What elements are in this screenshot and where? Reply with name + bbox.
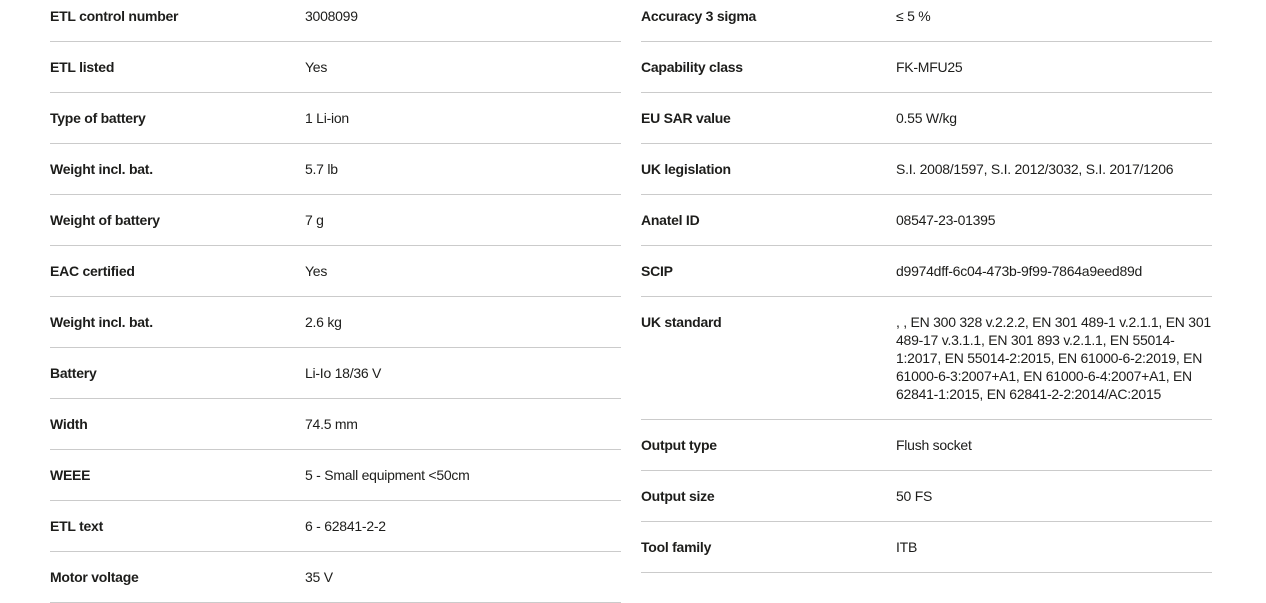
spec-label: Battery [50,365,97,381]
spec-value: 08547-23-01395 [896,212,996,228]
spec-row-scip [641,246,1212,297]
spec-row-capability-class [641,42,1212,93]
spec-row-anatel-id [641,195,1212,246]
spec-value: ≤ 5 % [896,8,931,24]
spec-label: SCIP [641,263,673,279]
spec-label: EU SAR value [641,110,731,126]
spec-value: 35 V [305,569,333,585]
spec-value: 6 - 62841-2-2 [305,518,386,534]
spec-row-motor-voltage [50,552,621,603]
spec-value: Li-Io 18/36 V [305,365,382,381]
spec-row-type-of-battery [50,93,621,144]
spec-value: S.I. 2008/1597, S.I. 2012/3032, S.I. 2017/1206 [896,161,1174,177]
spec-label: ETL listed [50,59,115,75]
spec-value: FK-MFU25 [896,59,963,75]
spec-sheet [50,0,1266,603]
spec-row-output-size [641,471,1212,522]
spec-value: Yes [305,59,328,75]
spec-label: Accuracy 3 sigma [641,8,757,24]
spec-row-weight-of-battery [50,195,621,246]
spec-value: 7 g [305,212,324,228]
spec-label: Weight of battery [50,212,160,228]
spec-value: 5.7 lb [305,161,338,177]
spec-table-left [50,0,621,603]
spec-value: 2.6 kg [305,314,342,330]
spec-label: Weight incl. bat. [50,161,153,177]
spec-label: Anatel ID [641,212,700,228]
spec-label: Output size [641,488,715,504]
spec-row-eac-certified [50,246,621,297]
spec-label: ETL control number [50,8,179,24]
spec-label: Output type [641,437,717,453]
spec-value: Flush socket [896,437,972,453]
spec-row-etl-control-number [50,0,621,42]
spec-row-weight-incl-bat-lb [50,144,621,195]
spec-value: d9974dff-6c04-473b-9f99-7864a9eed89d [896,263,1143,279]
spec-value: Yes [305,263,328,279]
spec-value: 5 - Small equipment <50cm [305,467,470,483]
spec-row-weee [50,450,621,501]
spec-value: 74.5 mm [305,416,358,432]
spec-value: , , EN 300 328 v.2.2.2, EN 301 489-1 v.2.1.1, EN 301 489-17 v.3.1.1, EN 301 893 v.2.1.1, EN 55014-1:2017, EN 55014-2:2015, EN 61000-6-2:2019, EN 61000-6-3:2007+A1, EN 61000-6-4:2007+A1, EN 62841-1:2015, EN 62841-2-2:2014/AC:2015 [896,314,1211,402]
spec-value: 0.55 W/kg [896,110,957,126]
spec-row-uk-standard [641,297,1212,420]
spec-value: 50 FS [896,488,933,504]
spec-label: Width [50,416,88,432]
spec-label: UK legislation [641,161,731,177]
spec-row-width [50,399,621,450]
spec-row-accuracy-3-sigma [641,0,1212,42]
spec-row-uk-legislation [641,144,1212,195]
spec-label: Weight incl. bat. [50,314,153,330]
spec-label: Capability class [641,59,743,75]
spec-value: 3008099 [305,8,358,24]
spec-label: Motor voltage [50,569,139,585]
spec-row-output-type [641,420,1212,471]
spec-table-right [641,0,1212,603]
spec-label: EAC certified [50,263,135,279]
spec-label: Tool family [641,539,712,555]
spec-value: ITB [896,539,918,555]
spec-value: 1 Li-ion [305,110,349,126]
spec-label: WEEE [50,467,91,483]
spec-label: Type of battery [50,110,146,126]
spec-row-battery [50,348,621,399]
spec-row-etl-text [50,501,621,552]
spec-row-tool-family [641,522,1212,573]
spec-label: ETL text [50,518,103,534]
spec-row-etl-listed [50,42,621,93]
spec-row-weight-incl-bat-kg [50,297,621,348]
spec-row-eu-sar-value [641,93,1212,144]
spec-label: UK standard [641,314,722,330]
